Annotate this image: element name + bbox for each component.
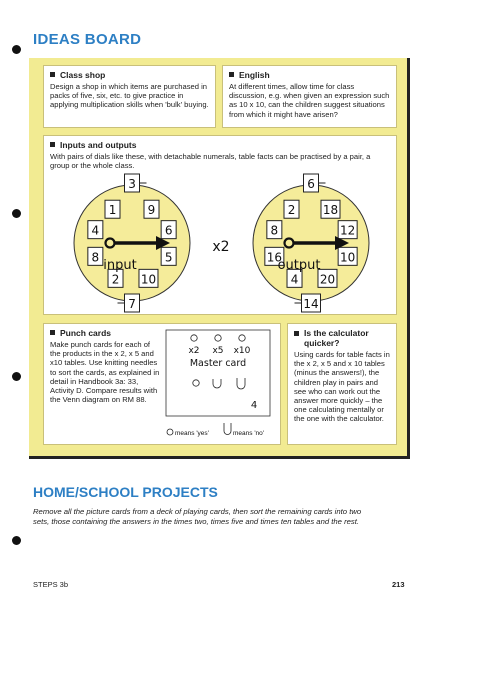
dial-number: 14	[303, 297, 319, 311]
legend-no: means 'no'	[233, 430, 265, 437]
english-text: At different times, allow time for class discussion, e.g. when given an expression such as 10 x 10, can the children suggest situations from which it might have arisen?	[229, 82, 390, 119]
binder-hole	[12, 45, 21, 54]
card-title: Master card	[189, 358, 247, 369]
legend-hole	[167, 429, 173, 435]
dial-number: 8	[270, 223, 279, 238]
card-header-x10: x10	[233, 346, 251, 356]
dial-number: 6	[164, 223, 173, 238]
binder-hole	[12, 372, 21, 381]
dial-number: 2	[287, 203, 296, 218]
output-dial-label: output	[277, 258, 321, 273]
footer-left: STEPS 3b	[33, 580, 69, 589]
calculator-panel	[287, 323, 397, 445]
dial-number: 7	[128, 297, 136, 311]
dial-number: 4	[290, 272, 299, 287]
class-shop-heading: Class shop	[50, 70, 209, 80]
dial-number: 1	[108, 203, 117, 218]
card-header-x5: x5	[212, 346, 224, 356]
output-dial	[253, 174, 369, 312]
dial-number: 6	[307, 177, 315, 191]
class-shop-panel	[43, 65, 216, 128]
dial-number: 4	[91, 223, 100, 238]
dial-number: 3	[128, 177, 136, 191]
legend-notch	[224, 423, 231, 435]
card-header-x2: x2	[188, 346, 200, 356]
card-number: 4	[250, 400, 258, 411]
page-number: 213	[392, 580, 405, 589]
dials-illustration	[44, 164, 398, 314]
page-header: IDEAS BOARD	[33, 31, 142, 48]
inputs-outputs-heading: Inputs and outputs	[50, 140, 390, 150]
dial-number: 20	[319, 272, 336, 287]
legend-yes: means 'yes'	[175, 430, 209, 437]
dial-number: 10	[140, 272, 157, 287]
punch-cards-heading: Punch cards	[50, 328, 274, 338]
punch-cards-text: Make punch cards for each of the products in the x 2, x 5 and x10 tables. Use knitting needles to sort the cards, as explained in detail in Handbook 3a: 33, Activity D. Compare results with the Venn diagram on RM 88.	[50, 340, 160, 405]
binder-hole	[12, 209, 21, 218]
dial-number: 9	[147, 203, 156, 218]
operator-label: x2	[212, 239, 230, 255]
ideas-board	[29, 58, 410, 459]
dial-number: 8	[91, 250, 100, 265]
home-school-title: HOME/SCHOOL PROJECTS	[33, 484, 218, 500]
class-shop-text: Design a shop in which items are purchased in packs of five, six, etc. to give practice in applying multiplication skills when 'bulk' buying.	[50, 82, 209, 110]
dial-number: 18	[322, 203, 339, 218]
input-dial-label: input	[103, 258, 137, 273]
calculator-text: Using cards for table facts in the x 2, x 5 and x 10 tables (minus the answers!), the children play in pairs and see who can work out the answer more quickly – the one calculating mentally or the one with the calculator.	[294, 350, 390, 424]
dial-number: 10	[340, 250, 356, 265]
english-panel	[222, 65, 397, 128]
home-school-text: Remove all the picture cards from a deck of playing cards, then sort the remaining cards into two sets, those containing the answers in the times two, times five and times ten tables and the rest.	[33, 507, 362, 526]
calculator-heading: Is the calculator quicker?	[294, 328, 390, 348]
dial-number: 5	[164, 250, 173, 265]
inputs-outputs-text: With pairs of dials like these, with detachable numerals, table facts can be practised by a pair, a group or the whole class.	[50, 152, 371, 171]
input-dial	[74, 174, 190, 312]
inputs-outputs-panel	[43, 135, 397, 315]
master-card-illustration	[162, 328, 282, 440]
punch-cards-panel	[43, 323, 281, 445]
english-heading: English	[229, 70, 390, 80]
dial-number: 16	[266, 250, 282, 265]
dial-number: 2	[111, 272, 120, 287]
dial-number: 12	[340, 223, 356, 238]
binder-hole	[12, 536, 21, 545]
